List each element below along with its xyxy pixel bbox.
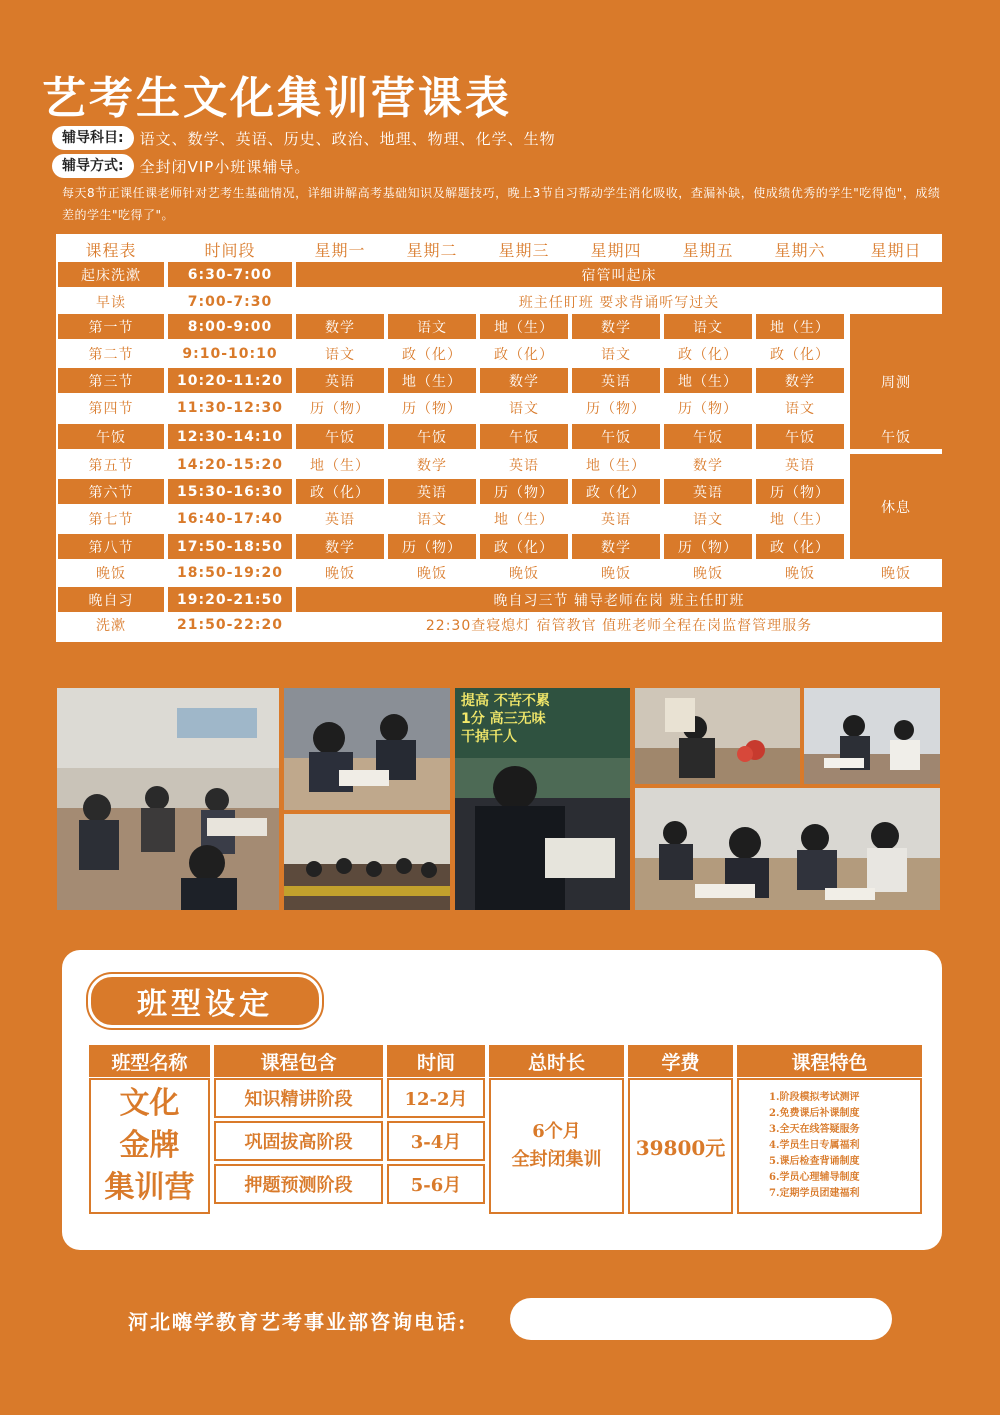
schedule-class-cell: 政（化） <box>756 534 844 559</box>
schedule-row-name: 第七节 <box>58 506 164 531</box>
classroom-photo-2 <box>284 688 450 810</box>
schedule-header: 星期五 <box>682 241 734 260</box>
schedule-class-cell: 地（生） <box>388 368 476 393</box>
phone-number-box <box>510 1298 892 1340</box>
schedule-header: 星期四 <box>590 241 642 260</box>
class-name-line: 文化 <box>119 1086 180 1121</box>
class-name-line: 金牌 <box>119 1128 180 1163</box>
classroom-photo-4 <box>455 688 630 910</box>
subjects-text: 语文、数学、英语、历史、政治、地理、物理、化学、生物 <box>139 129 556 148</box>
subjects-label: 辅导科目: <box>52 126 134 150</box>
classroom-photo-3 <box>284 814 450 910</box>
schedule-class-cell: 晚饭 <box>756 560 844 585</box>
method-row <box>52 154 310 178</box>
schedule-row-name: 早读 <box>58 289 164 314</box>
feature-item: 7.定期学员团建福利 <box>769 1188 860 1199</box>
classroom-photo-5 <box>635 688 800 784</box>
method-text: 全封闭VIP小班课辅导。 <box>139 157 311 176</box>
schedule-class-cell: 午饭 <box>296 424 384 449</box>
schedule-row-time: 11:30-12:30 <box>168 395 292 420</box>
class-name-cell <box>89 1078 210 1214</box>
schedule-class-cell: 历（物） <box>664 395 752 420</box>
page-title: 艺考生文化集训营课表 <box>42 73 512 124</box>
schedule-row-time: 18:50-19:20 <box>168 560 292 585</box>
feature-item: 6.学员心理辅导制度 <box>769 1172 860 1183</box>
stage-time-cell: 3-4月 <box>387 1121 485 1161</box>
schedule-class-cell: 历（物） <box>664 534 752 559</box>
schedule-row-name: 第四节 <box>58 395 164 420</box>
schedule-row-time: 10:20-11:20 <box>168 368 292 393</box>
schedule-class-cell: 英语 <box>572 368 660 393</box>
schedule-class-cell: 历（物） <box>296 395 384 420</box>
intro-text: 每天8节正课任课老师针对艺考生基础情况，详细讲解高考基础知识及解题技巧，晚上3节自习帮动学生消化吸收，查漏补缺，使成绩优秀的学生"吃得饱"，成绩差的学生"吃得了"。 <box>62 186 941 222</box>
schedule-table <box>56 234 942 642</box>
schedule-merged-cell: 22:30查寝熄灯 宿管教官 值班老师全程在岗监督管理服务 <box>296 612 942 637</box>
feature-item: 4.学员生日专属福利 <box>769 1140 860 1151</box>
sunday-lunch-cell: 午饭 <box>850 424 942 449</box>
schedule-row-time: 14:20-15:20 <box>168 452 292 477</box>
schedule-class-cell: 语文 <box>664 506 752 531</box>
class-name-line: 集训营 <box>104 1170 195 1205</box>
contact-label: 河北嗨学教育艺考事业部咨询电话: <box>128 1310 468 1334</box>
schedule-class-cell: 午饭 <box>388 424 476 449</box>
feature-item: 5.课后检查背诵制度 <box>769 1156 860 1167</box>
schedule-class-cell: 语文 <box>480 395 568 420</box>
sunday-rest-cell: 休息 <box>850 454 942 559</box>
schedule-class-cell: 语文 <box>756 395 844 420</box>
schedule-merged-cell: 宿管叫起床 <box>296 262 942 287</box>
schedule-row-time: 21:50-22:20 <box>168 612 292 637</box>
stage-name-cell: 巩固拔高阶段 <box>214 1121 383 1161</box>
class-table-header: 学费 <box>628 1045 733 1077</box>
classroom-photo-1 <box>57 688 279 910</box>
feature-item: 3.全天在线答疑服务 <box>769 1124 860 1135</box>
schedule-row-time: 17:50-18:50 <box>168 534 292 559</box>
schedule-row-time: 19:20-21:50 <box>168 587 292 612</box>
schedule-class-cell: 语文 <box>388 314 476 339</box>
schedule-merged-cell: 班主任盯班 要求背诵听写过关 <box>296 289 942 314</box>
duration-line: 全封闭集训 <box>511 1149 602 1170</box>
schedule-class-cell: 语文 <box>572 341 660 366</box>
poster-text-1: 提高 不苦不累 <box>461 693 550 709</box>
schedule-class-cell: 地（生） <box>480 314 568 339</box>
schedule-row-time: 6:30-7:00 <box>168 262 292 287</box>
schedule-class-cell: 地（生） <box>572 452 660 477</box>
schedule-class-cell: 数学 <box>664 452 752 477</box>
features-cell <box>737 1078 922 1214</box>
schedule-row-time: 7:00-7:30 <box>168 289 292 314</box>
schedule-class-cell: 数学 <box>388 452 476 477</box>
schedule-header: 星期日 <box>870 241 922 260</box>
schedule-class-cell: 政（化） <box>480 341 568 366</box>
classroom-photo-7 <box>635 788 940 910</box>
schedule-row-time: 16:40-17:40 <box>168 506 292 531</box>
schedule-class-cell: 地（生） <box>296 452 384 477</box>
schedule-row-name: 第五节 <box>58 452 164 477</box>
schedule-class-cell: 英语 <box>572 506 660 531</box>
schedule-class-cell: 英语 <box>756 452 844 477</box>
schedule-row-name: 午饭 <box>58 424 164 449</box>
schedule-class-cell: 数学 <box>480 368 568 393</box>
sunday-exam-cell: 周测 <box>850 314 942 449</box>
schedule-class-cell: 数学 <box>296 534 384 559</box>
schedule-header: 时间段 <box>204 241 256 260</box>
schedule-row-time: 15:30-16:30 <box>168 479 292 504</box>
schedule-row-name: 第六节 <box>58 479 164 504</box>
schedule-class-cell: 政（化） <box>572 479 660 504</box>
schedule-class-cell: 英语 <box>296 368 384 393</box>
classroom-photo-6 <box>804 688 940 784</box>
schedule-row-name: 起床洗漱 <box>58 262 164 287</box>
schedule-class-cell: 地（生） <box>480 506 568 531</box>
class-table-header: 课程包含 <box>214 1045 383 1077</box>
schedule-class-cell: 政（化） <box>388 341 476 366</box>
schedule-class-cell: 数学 <box>296 314 384 339</box>
schedule-class-cell: 历（物） <box>388 395 476 420</box>
schedule-class-cell: 数学 <box>572 534 660 559</box>
schedule-header: 星期六 <box>774 241 826 260</box>
class-table-header: 课程特色 <box>737 1045 922 1077</box>
schedule-class-cell: 历（物） <box>388 534 476 559</box>
schedule-class-cell: 历（物） <box>572 395 660 420</box>
schedule-class-cell: 政（化） <box>480 534 568 559</box>
duration-cell <box>489 1078 624 1214</box>
schedule-class-cell: 午饭 <box>480 424 568 449</box>
schedule-merged-cell: 晚自习三节 辅导老师在岗 班主任盯班 <box>296 587 942 612</box>
schedule-class-cell: 午饭 <box>756 424 844 449</box>
schedule-class-cell: 地（生） <box>756 314 844 339</box>
schedule-class-cell: 政（化） <box>756 341 844 366</box>
schedule-row-time: 12:30-14:10 <box>168 424 292 449</box>
class-table-header: 时间 <box>387 1045 485 1077</box>
schedule-row-name: 第二节 <box>58 341 164 366</box>
sunday-dinner-cell: 晚饭 <box>850 560 942 585</box>
schedule-header: 星期二 <box>406 241 458 260</box>
class-table-header: 总时长 <box>489 1045 624 1077</box>
method-label: 辅导方式: <box>52 154 134 178</box>
schedule-row-name: 晚自习 <box>58 587 164 612</box>
schedule-row-name: 第八节 <box>58 534 164 559</box>
schedule-row-time: 9:10-10:10 <box>168 341 292 366</box>
schedule-header: 星期三 <box>498 241 550 260</box>
schedule-class-cell: 晚饭 <box>572 560 660 585</box>
stage-name-cell: 押题预测阶段 <box>214 1164 383 1204</box>
schedule-header: 课程表 <box>85 241 137 260</box>
schedule-class-cell: 英语 <box>480 452 568 477</box>
class-table-header: 班型名称 <box>89 1045 210 1077</box>
schedule-row-name: 第三节 <box>58 368 164 393</box>
schedule-class-cell: 午饭 <box>664 424 752 449</box>
schedule-row-name: 第一节 <box>58 314 164 339</box>
schedule-class-cell: 语文 <box>388 506 476 531</box>
schedule-class-cell: 语文 <box>296 341 384 366</box>
schedule-header: 星期一 <box>314 241 366 260</box>
schedule-class-cell: 地（生） <box>664 368 752 393</box>
schedule-row-name: 晚饭 <box>58 560 164 585</box>
stage-name-cell: 知识精讲阶段 <box>214 1078 383 1118</box>
schedule-row-time: 8:00-9:00 <box>168 314 292 339</box>
schedule-class-cell: 历（物） <box>480 479 568 504</box>
poster-text-3: 干掉千人 <box>461 729 517 745</box>
schedule-class-cell: 语文 <box>664 314 752 339</box>
schedule-class-cell: 晚饭 <box>296 560 384 585</box>
schedule-class-cell: 地（生） <box>756 506 844 531</box>
stage-time-cell: 5-6月 <box>387 1164 485 1204</box>
schedule-class-cell: 晚饭 <box>480 560 568 585</box>
duration-line: 6个月 <box>532 1121 581 1142</box>
feature-item: 2.免费课后补课制度 <box>769 1108 860 1119</box>
fee-cell: 39800元 <box>628 1078 733 1214</box>
schedule-class-cell: 政（化） <box>664 341 752 366</box>
schedule-class-cell: 政（化） <box>296 479 384 504</box>
stage-time-cell: 12-2月 <box>387 1078 485 1118</box>
schedule-class-cell: 晚饭 <box>664 560 752 585</box>
schedule-class-cell: 午饭 <box>572 424 660 449</box>
poster-text-2: 1分 高三无味 <box>461 711 546 727</box>
schedule-class-cell: 英语 <box>296 506 384 531</box>
schedule-class-cell: 历（物） <box>756 479 844 504</box>
schedule-class-cell: 晚饭 <box>388 560 476 585</box>
subjects-row <box>52 126 556 150</box>
class-type-title: 班型设定 <box>88 974 322 1028</box>
feature-item: 1.阶段模拟考试测评 <box>769 1092 860 1103</box>
schedule-class-cell: 英语 <box>388 479 476 504</box>
schedule-row-name: 洗漱 <box>58 612 164 637</box>
schedule-class-cell: 数学 <box>756 368 844 393</box>
schedule-class-cell: 数学 <box>572 314 660 339</box>
schedule-class-cell: 英语 <box>664 479 752 504</box>
